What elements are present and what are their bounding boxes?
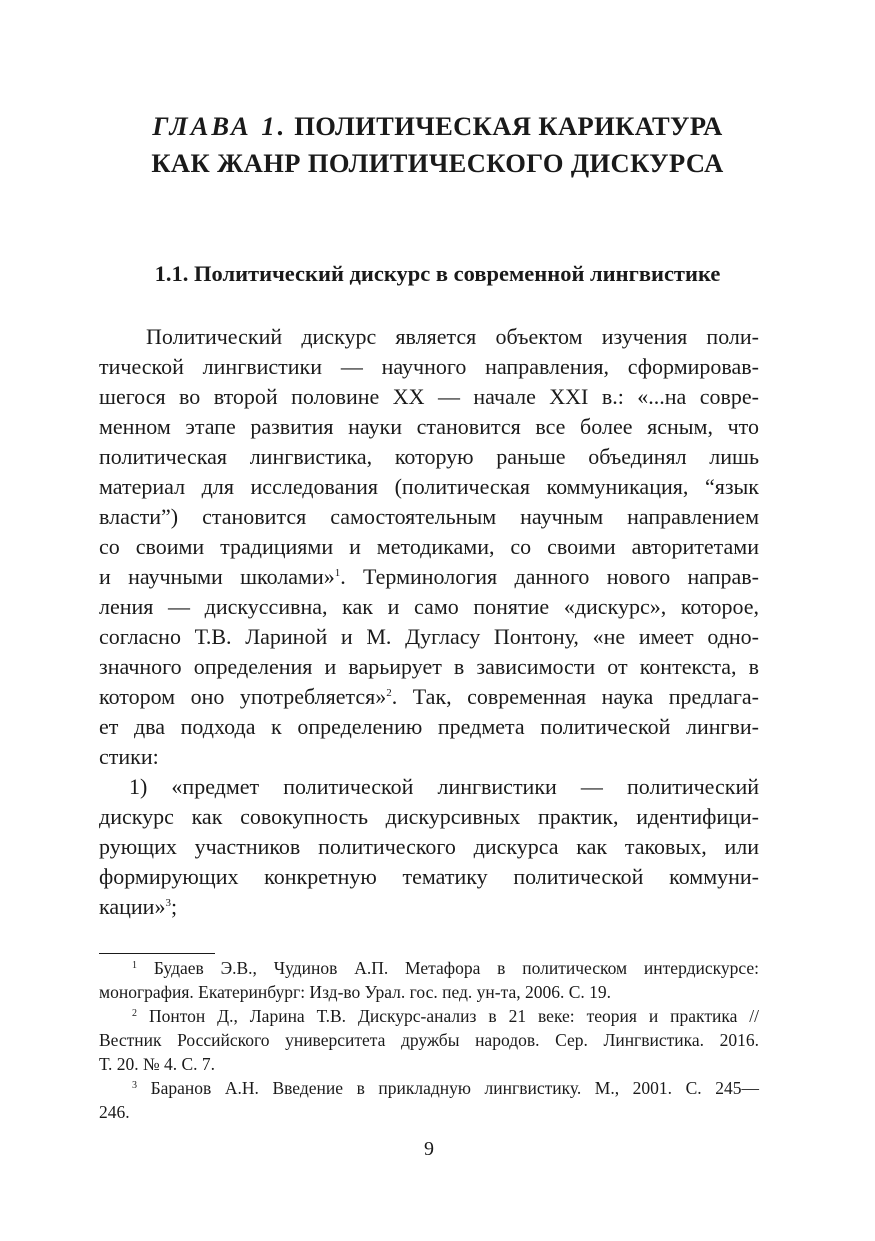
footnotes	[99, 956, 759, 1124]
body-line: материал для исследования (политическая коммуникация, “язык	[99, 474, 759, 499]
footnote-2: $^2$ Понтон Д., Ларина Т.В. Дискурс-анализ в 21 веке: теория и практика //	[132, 1006, 760, 1026]
chapter-title-line-2: КАК ЖАНР ПОЛИТИЧЕСКОГО ДИСКУРСА	[151, 148, 724, 178]
list-item-line: формирующих конкретную тематику политической коммуни-	[99, 864, 759, 889]
chapter-title	[80, 108, 795, 182]
body-text	[99, 322, 759, 922]
body-line: согласно Т.В. Лариной и М. Дугласу Понтону, «не имеет одно-	[99, 624, 759, 649]
body-line: со своими традициями и методиками, со своими авторитетами	[99, 534, 759, 559]
body-line: политическая лингвистика, которую раньше объединял лишь	[99, 444, 759, 469]
footnote-1-cont: монография. Екатеринбург: Изд-во Урал. гос. пед. ун-та, 2006. С. 19.	[99, 982, 612, 1002]
body-line: менном этапе развития науки становится все более ясным, что	[99, 414, 759, 439]
list-item-line: дискурс как совокупность дискурсивных практик, идентифици-	[99, 804, 759, 829]
body-line: ет два подхода к определению предмета политической лингви-	[99, 714, 759, 739]
footnote-3-cont: 246.	[99, 1102, 130, 1122]
body-line: стики:	[99, 744, 159, 769]
footnote-1: $^1$ Будаев Э.В., Чудинов А.П. Метафора в политическом интердискурсе:	[132, 958, 759, 978]
list-item-line: рующих участников политического дискурса как таковых, или	[99, 834, 759, 859]
body-line: котором оно употребляется»$^2$. Так, современная наука предлага-	[99, 684, 760, 709]
body-line: власти”) становится самостоятельным научным направлением	[99, 504, 759, 529]
list-item-line: кации»$^3$;	[99, 894, 178, 919]
footnote-2-cont: Т. 20. № 4. С. 7.	[99, 1054, 216, 1074]
footnote-2-cont: Вестник Российского университета дружбы народов. Сер. Лингвистика. 2016.	[99, 1030, 759, 1050]
section-heading: 1.1. Политический дискурс в современной лингвистике	[154, 261, 721, 286]
footnote-ref-1[interactable]: 1	[334, 567, 341, 579]
body-line: и научными школами»$^1$. Терминология данного нового направ-	[99, 564, 760, 589]
page-number: 9	[424, 1138, 434, 1160]
body-line: шегося во второй половине XX — начале XXI в.: «...на совре-	[99, 384, 759, 409]
body-line: тической лингвистики — научного направления, сформировав-	[99, 354, 759, 379]
body-line: значного определения и варьирует в зависимости от контекста, в	[99, 654, 759, 679]
footnote-ref-3[interactable]: 3	[165, 897, 171, 909]
footnote-divider	[99, 953, 215, 954]
chapter-title-line-1: ПОЛИТИЧЕСКАЯ КАРИКАТУРА	[294, 111, 723, 141]
list-item-line: 1) «предмет политической лингвистики — политический	[129, 774, 759, 799]
footnote-3: $^3$ Баранов А.Н. Введение в прикладную лингвистику. М., 2001. С. 245—	[132, 1078, 759, 1098]
body-line: ления — дискуссивна, как и само понятие «дискурс», которое,	[99, 594, 759, 619]
chapter-label: ГЛАВА 1.	[152, 111, 288, 141]
body-line: Политический дискурс является объектом изучения поли-	[146, 324, 759, 349]
footnote-ref-2[interactable]: 2	[386, 687, 392, 699]
